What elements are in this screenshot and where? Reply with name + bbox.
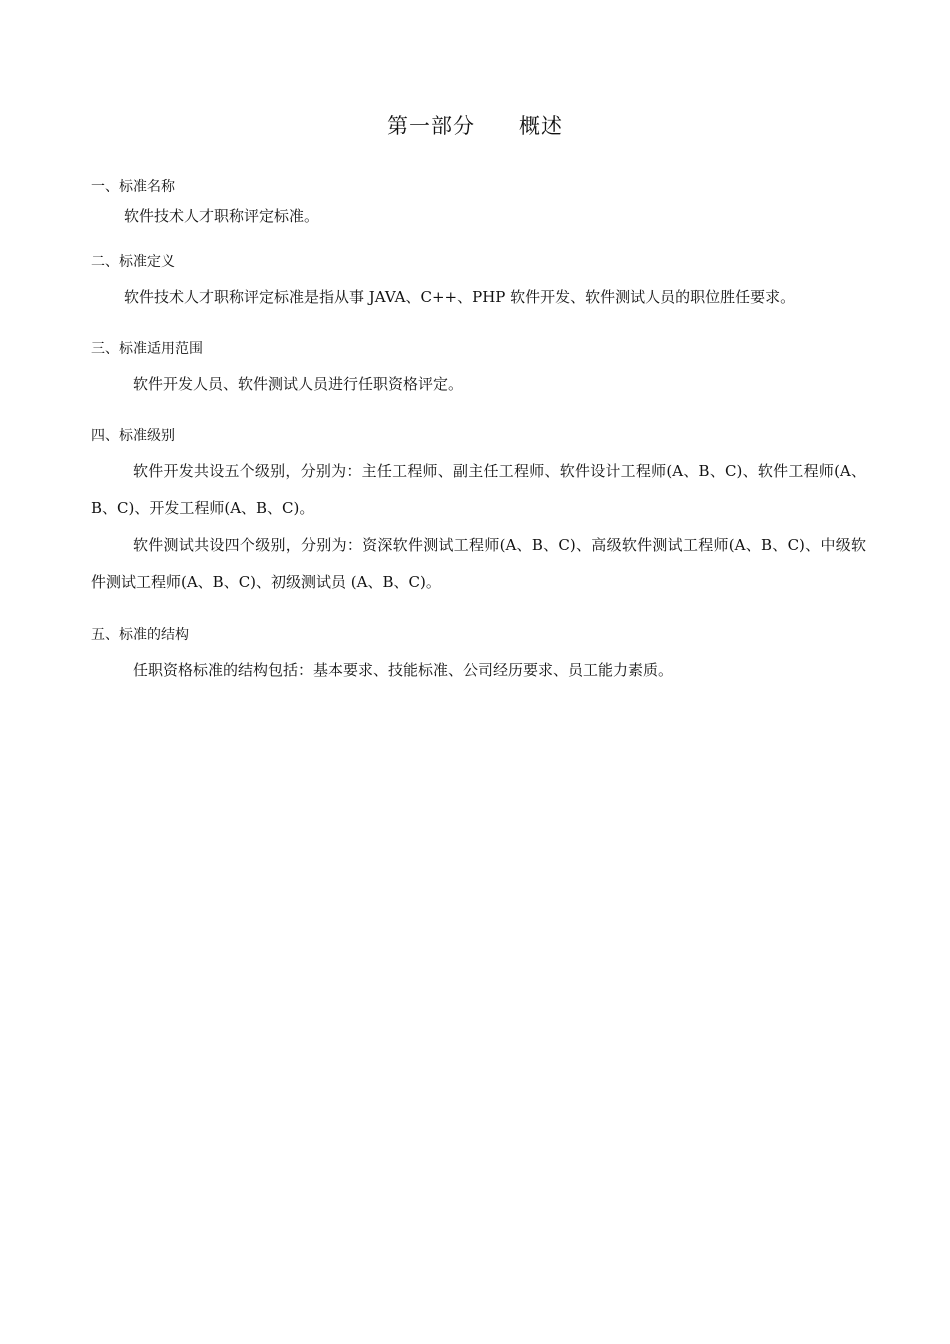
section-paragraph: 软件测试共设四个级别，分别为：资深软件测试工程师(A、B、C)、高级软件测试工程师(A、B、C)、中级软件测试工程师(A、B、C)、初级测试员 (A、B、C)。 bbox=[91, 536, 866, 591]
section-heading-name: 一、标准名称 bbox=[91, 179, 175, 195]
section-heading-structure: 五、标准的结构 bbox=[91, 627, 189, 643]
section-paragraph: 软件开发人员、软件测试人员进行任职资格评定。 bbox=[133, 375, 464, 393]
section-paragraph: 软件技术人才职称评定标准。 bbox=[124, 207, 320, 225]
section-paragraph: 任职资格标准的结构包括：基本要求、技能标准、公司经历要求、员工能力素质。 bbox=[133, 661, 674, 679]
section-heading-scope: 三、标准适用范围 bbox=[91, 341, 203, 357]
section-paragraph: 软件开发共设五个级别，分别为：主任工程师、副主任工程师、软件设计工程师(A、B、C)、软件工程师(A、B、C)、开发工程师(A、B、C)。 bbox=[91, 462, 866, 517]
page-title: 第一部分 概述 bbox=[387, 114, 563, 138]
section-paragraph: 软件技术人才职称评定标准是指从事 JAVA、C++、PHP 软件开发、软件测试人员的职位胜任要求。 bbox=[124, 288, 796, 306]
section-heading-definition: 二、标准定义 bbox=[91, 254, 175, 270]
section-heading-levels: 四、标准级别 bbox=[91, 428, 175, 444]
